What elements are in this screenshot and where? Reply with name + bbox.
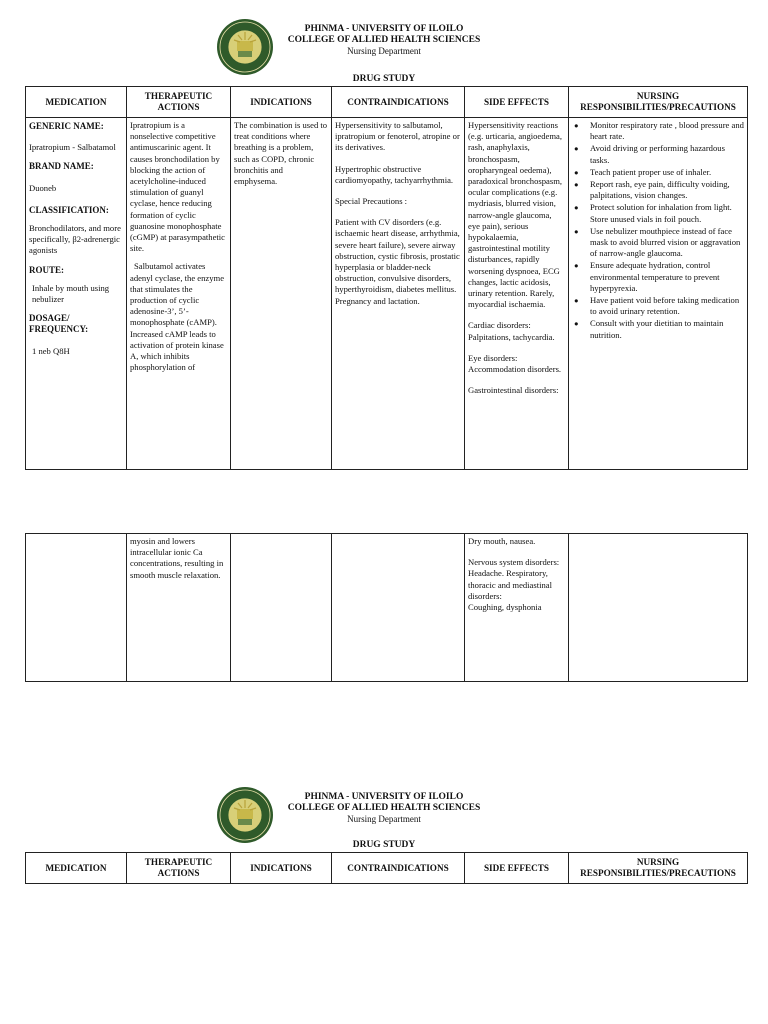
side-effect-paragraph: Cardiac disorders: Palpitations, tachycardia. xyxy=(468,320,555,342)
indications-cell xyxy=(231,118,332,470)
nursing-cell xyxy=(569,118,748,470)
college-name: COLLEGE OF ALLIED HEALTH SCIENCES xyxy=(287,35,481,45)
dosage-label: DOSAGE/ FREQUENCY: xyxy=(29,313,89,335)
medication-cell xyxy=(26,118,127,470)
special-precautions-label: Special Precautions : xyxy=(335,196,408,207)
medication-cell xyxy=(26,534,127,682)
drug-study-table xyxy=(25,86,748,470)
indications-text: The combination is used to treat conditions where breathing is a problem, such as COPD, chronic bronchitis and emphysema. xyxy=(234,120,328,187)
route-label: ROUTE: xyxy=(29,264,65,275)
contraindications-cell xyxy=(332,534,465,682)
list-item: ● Use nebulizer mouthpiece instead of face mask to avoid blurred vision or aggravation of narrow-angle glaucoma. xyxy=(590,226,744,260)
therapeutic-paragraph: Ipratropium is a nonselective competitive antimuscarinic agent. It causes bronchodilation by blocking the action of acetylcholine-induced stimulation of guanyl cyclase, hence reducing formation of cyclic guanosine monophosphate (cGMP) at parasympathetic site. xyxy=(130,120,225,254)
list-item: ● Avoid driving or performing hazardous tasks. xyxy=(590,143,744,165)
side-effect-paragraph: Hypersensitivity reactions (e.g. urticaria, angioedema, rash, anaphylaxis, bronchospasm, oropharyngeal oedema), paradoxical bronchospasm, ocular complications (e.g. mydriasis, blurred vision, narrow-angle glaucoma, eye pain), serious hypokalaemia, gastrointestinal motility disturbances, rapidly worsening dyspnoea, ECG changes, lactic acidosis, urinary retention. Rarely, myocardial ischaemia. xyxy=(468,120,563,310)
list-item: ● Teach patient proper use of inhaler. xyxy=(590,167,744,178)
col-nursing-responsibilities: NURSING RESPONSIBILITIES/PRECAUTIONS xyxy=(569,87,748,118)
therapeutic-actions-cell xyxy=(127,534,231,682)
nursing-cell xyxy=(569,534,748,682)
page-title: DRUG STUDY xyxy=(352,74,416,84)
side-effect-paragraph: Gastrointestinal disorders: xyxy=(468,385,559,396)
university-seal-icon xyxy=(216,786,274,844)
side-effect-paragraph: Dry mouth, nausea. xyxy=(468,536,536,546)
col-contraindications: CONTRAINDICATIONS xyxy=(332,853,465,884)
page-title: DRUG STUDY xyxy=(352,840,416,850)
col-side-effects: SIDE EFFECTS xyxy=(465,87,569,118)
list-item: ● Report rash, eye pain, difficulty voiding, palpitations, vision changes. xyxy=(590,179,744,201)
table-row xyxy=(26,118,748,470)
col-indications: INDICATIONS xyxy=(231,853,332,884)
header-row xyxy=(26,853,748,884)
route-value: Inhale by mouth using nebulizer xyxy=(32,282,110,305)
side-effect-paragraph: Eye disorders: Accommodation disorders. xyxy=(468,352,562,375)
nursing-list xyxy=(572,120,744,341)
college-name: COLLEGE OF ALLIED HEALTH SCIENCES xyxy=(287,803,481,813)
drug-study-table xyxy=(25,852,748,884)
col-therapeutic-actions: THERAPEUTIC ACTIONS xyxy=(127,853,231,884)
contraindication-paragraph: Hypertrophic obstructive cardiomyopathy, tachyarrhythmia. xyxy=(335,163,454,185)
list-item: ● Consult with your dietitian to maintain nutrition. xyxy=(590,318,744,340)
col-contraindications: CONTRAINDICATIONS xyxy=(332,87,465,118)
col-indications: INDICATIONS xyxy=(231,87,332,118)
university-name: PHINMA - UNIVERSITY OF ILOILO xyxy=(304,24,464,34)
list-item: ● Protect solution for inhalation from light. Store unused vials in foil pouch. xyxy=(590,202,744,224)
classification-label: CLASSIFICATION: xyxy=(29,204,109,215)
therapeutic-paragraph: Salbutamol activates adenyl cyclase, the enzyme that stimulates the production of cyclic adenosine-3’, 5’-monophosphate (cAMP). Increased cAMP leads to activation of protein kinase A, which inhibits phosphorylation of xyxy=(130,261,225,373)
col-therapeutic-actions: THERAPEUTIC ACTIONS xyxy=(127,87,231,118)
therapeutic-paragraph: myosin and lowers intracellular ionic Ca concentrations, resulting in smooth muscle relaxation. xyxy=(130,536,224,580)
side-effect-paragraph: Nervous system disorders: xyxy=(468,557,560,568)
list-item: ● Have patient void before taking medication to avoid urinary retention. xyxy=(590,295,744,317)
contraindication-paragraph: Hypersensitivity to salbutamol, ipratropium or fenoterol, atropine or its derivatives. xyxy=(335,120,460,153)
university-name: PHINMA - UNIVERSITY OF ILOILO xyxy=(304,792,464,802)
list-item: ● Monitor respiratory rate , blood pressure and heart rate. xyxy=(590,120,744,142)
university-seal-icon xyxy=(216,18,274,76)
department-name: Nursing Department xyxy=(347,814,421,824)
indications-cell xyxy=(231,534,332,682)
brand-name-value: Duoneb xyxy=(29,182,57,193)
side-effect-paragraph: Headache. Respiratory, thoracic and mediastinal disorders: xyxy=(468,568,552,601)
classification-value: Bronchodilators, and more specifically, β2-adrenergic agonists xyxy=(29,223,121,256)
brand-name-label: BRAND NAME: xyxy=(29,161,94,172)
header-row xyxy=(26,87,748,118)
table-row xyxy=(26,534,748,682)
col-medication: MEDICATION xyxy=(26,87,127,118)
department-name: Nursing Department xyxy=(347,46,421,56)
dosage-value: 1 neb Q8H xyxy=(32,345,70,356)
side-effects-cell xyxy=(465,534,569,682)
contraindications-cell xyxy=(332,118,465,470)
side-effect-paragraph: Coughing, dysphonia xyxy=(468,602,542,613)
col-side-effects: SIDE EFFECTS xyxy=(465,853,569,884)
col-nursing-responsibilities: NURSING RESPONSIBILITIES/PRECAUTIONS xyxy=(569,853,748,884)
contraindication-paragraph: Patient with CV disorders (e.g. ischaemic heart disease, arrhythmia, severe heart failure), severe airway obstruction, cystic fibrosis, prostatic hyperplasia or bladder-neck obstruction, convulsive disorders, hyperthyroidism, diabetes mellitus. Pregnancy and lactation. xyxy=(335,217,460,306)
therapeutic-actions-cell xyxy=(127,118,231,470)
continuation-table xyxy=(25,533,748,682)
generic-name-label: GENERIC NAME: xyxy=(29,121,104,131)
side-effects-cell xyxy=(465,118,569,470)
col-medication: MEDICATION xyxy=(26,853,127,884)
generic-name-value: Ipratropium - Salbatamol xyxy=(29,142,116,153)
list-item: ● Ensure adequate hydration, control environmental temperature to prevent hyperpyrexia. xyxy=(590,260,744,294)
